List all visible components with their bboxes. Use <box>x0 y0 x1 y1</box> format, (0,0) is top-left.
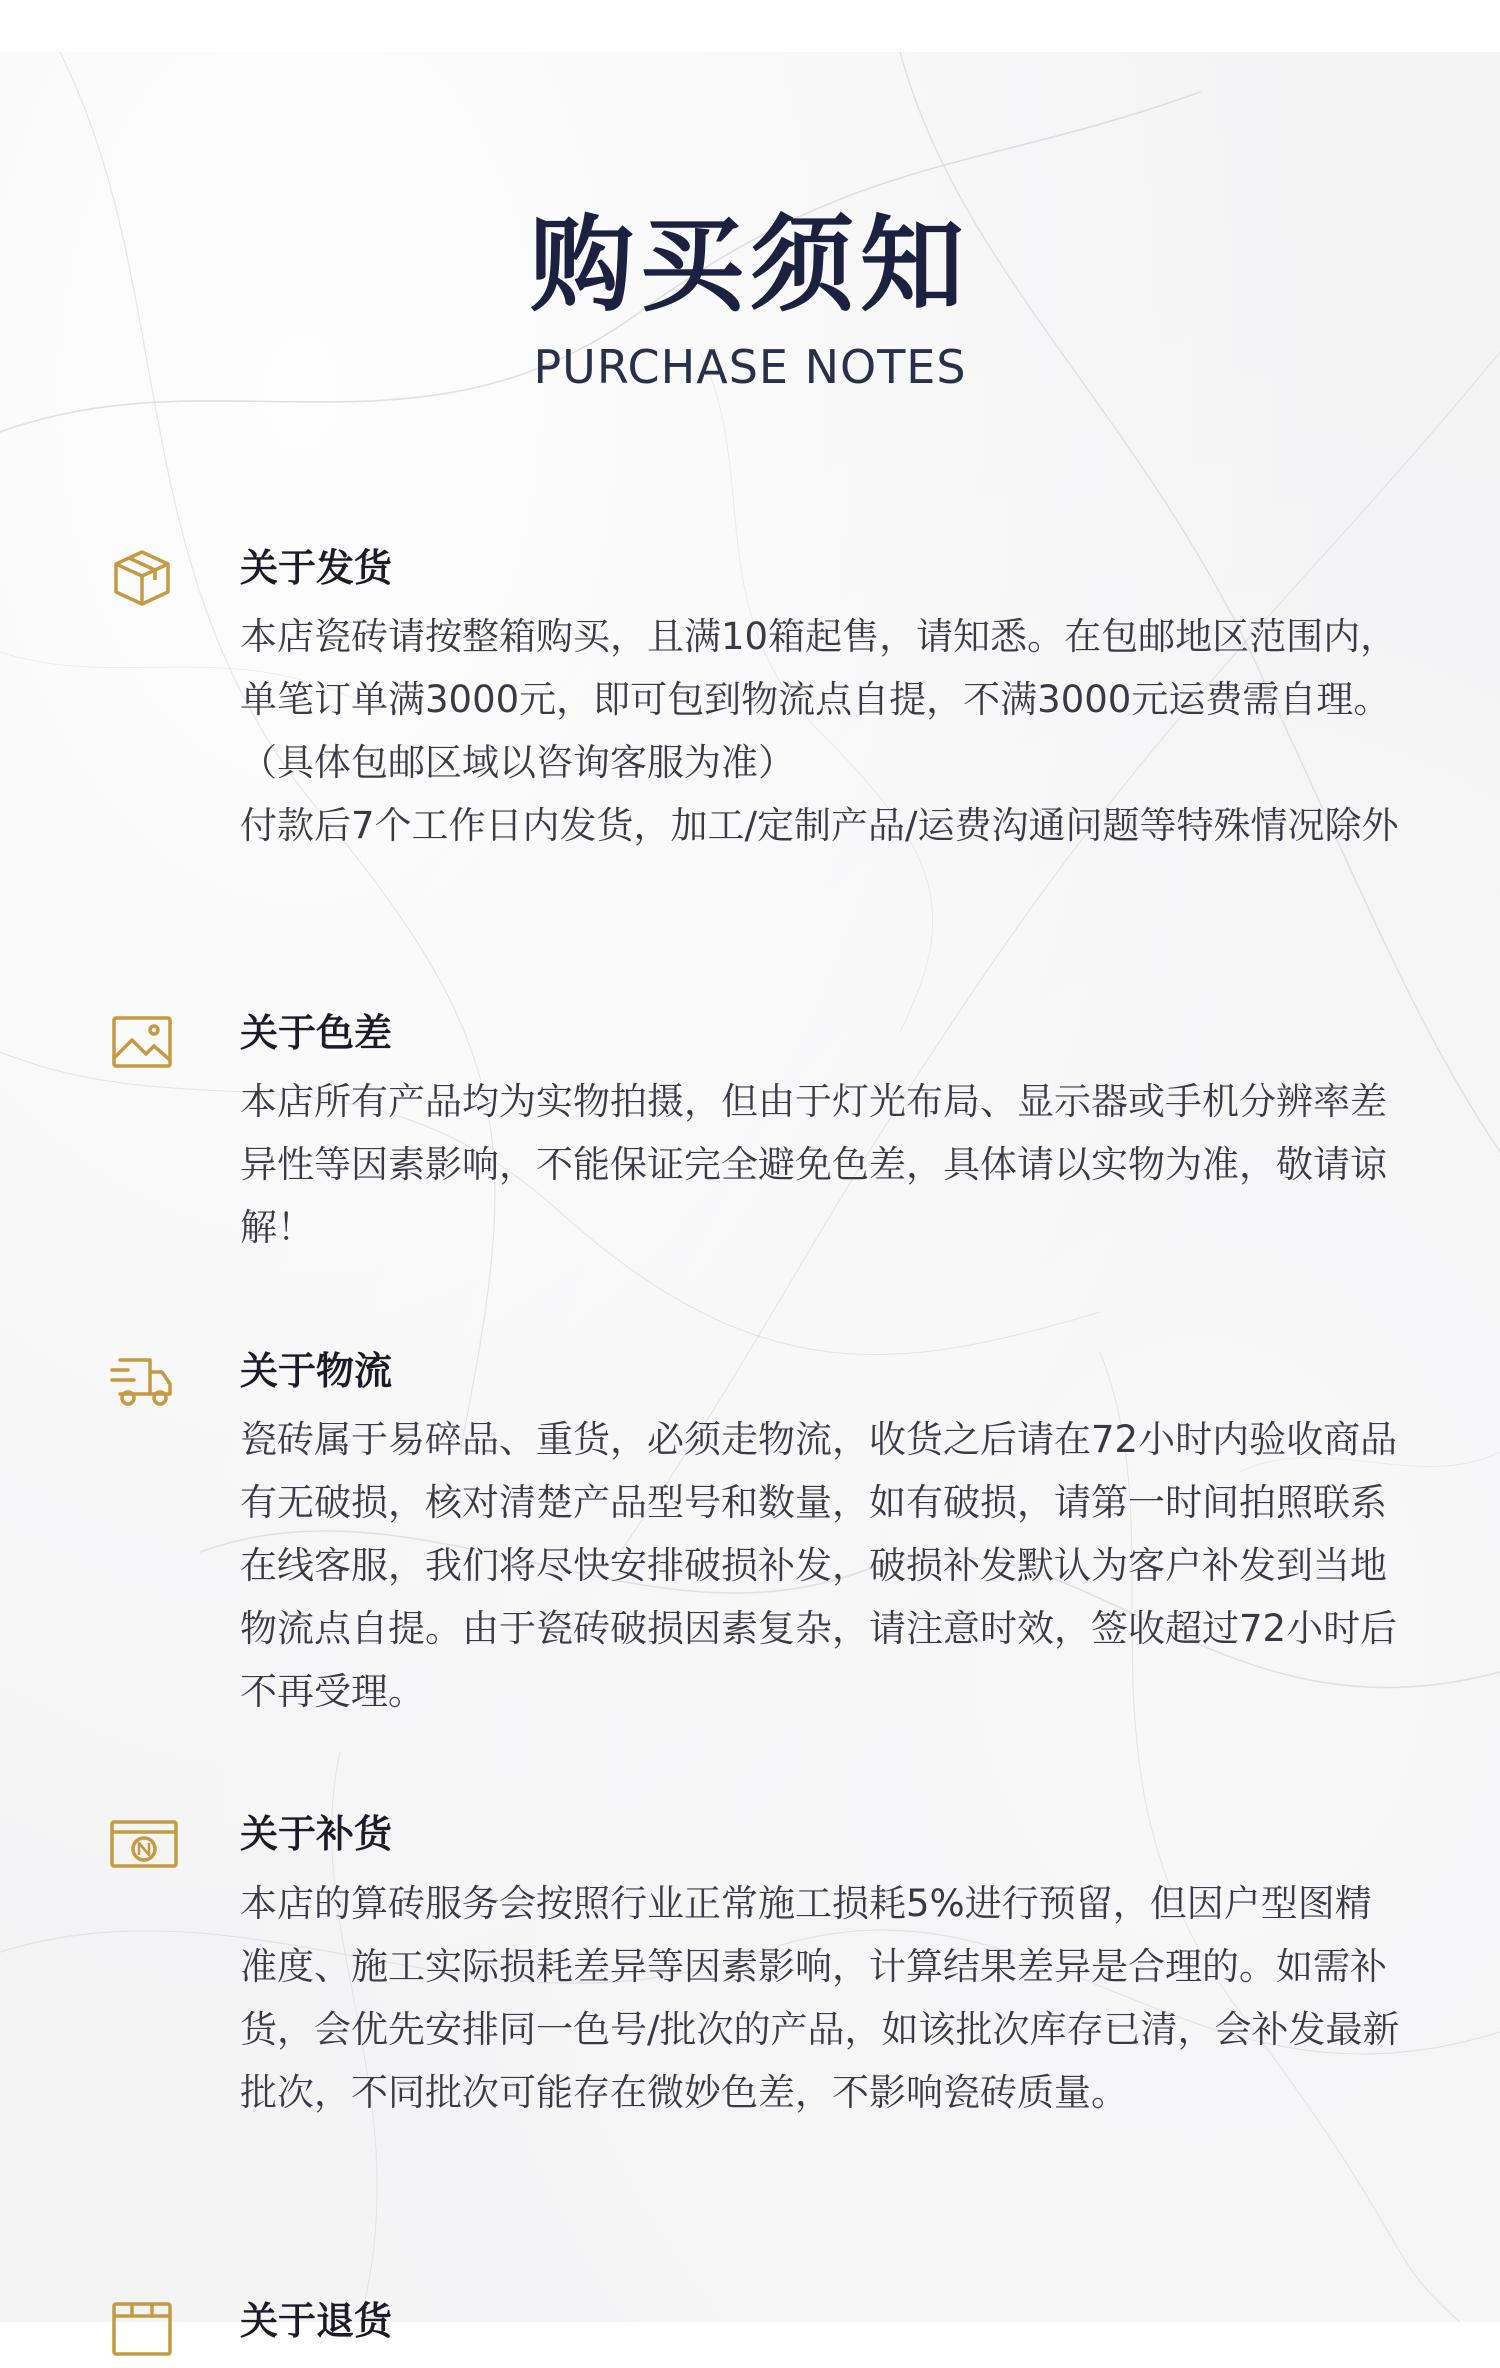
section-paragraph: 本店的算砖服务会按照行业正常施工损耗5%进行预留，但因户型图精准度、施工实际损耗差异等因素影响，计算结果差异是合理的。如需补货，会优先安排同一色号/批次的产品，如该批次库存已清，会补发最新批次，不同批次可能存在微妙色差，不影响瓷砖质量。 <box>240 1882 1400 2114</box>
section-body <box>240 1872 1400 2124</box>
section-body <box>240 1408 1400 1723</box>
section-paragraph: 本店瓷砖请按整箱购买，且满10箱起售，请知悉。在包邮地区范围内，单笔订单满3000元，即可包到物流点自提，不满3000元运费需自理。（具体包邮区域以咨询客服为准） <box>240 615 1398 784</box>
section-title: 关于色差 <box>240 1011 393 1055</box>
box-icon <box>110 546 174 610</box>
section-title: 关于物流 <box>240 1349 393 1393</box>
section-title: 关于退货 <box>240 2299 393 2343</box>
section-body <box>240 605 1400 857</box>
section-paragraph: 瓷砖属于易碎品、重货，必须走物流，收货之后请在72小时内验收商品有无破损，核对清楚产品型号和数量，如有破损，请第一时间拍照联系在线客服，我们将尽快安排破损补发，破损补发默认为客户补发到当地物流点自提。由于瓷砖破损因素复杂，请注意时效，签收超过72小时后不再受理。 <box>240 1418 1398 1713</box>
section-title: 关于发货 <box>240 546 393 590</box>
section-body <box>240 1070 1400 1259</box>
page-subtitle: PURCHASE NOTES <box>533 340 967 394</box>
section-paragraph: 付款后7个工作日内发货，加工/定制产品/运费沟通问题等特殊情况除外 <box>240 804 1399 847</box>
section-paragraph: 本店所有产品均为实物拍摄，但由于灯光布局、显示器或手机分辨率差异性等因素影响，不能保证完全避免色差，具体请以实物为准，敬请谅解！ <box>240 1080 1387 1249</box>
restock-icon <box>110 1812 174 1876</box>
image-icon <box>110 1010 174 1074</box>
top-strip <box>0 0 1500 52</box>
truck-icon <box>110 1350 174 1414</box>
section-title: 关于补货 <box>240 1812 393 1856</box>
page-title: 购买须知 <box>529 204 970 326</box>
page-header <box>0 200 1500 394</box>
return-icon <box>110 2300 174 2364</box>
